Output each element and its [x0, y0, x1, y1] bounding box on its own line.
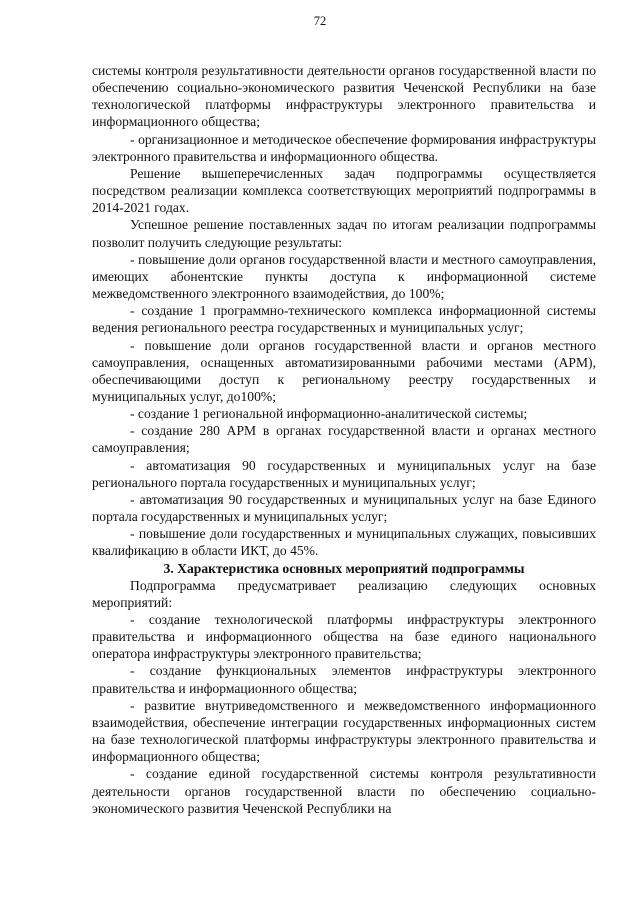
paragraph: - создание единой государственной системы контроля результативности деятельности органов государственной власти по обеспечению социально-экономического развития Чеченской Республики на	[92, 766, 596, 816]
page-number: 72	[313, 14, 327, 28]
paragraph: - автоматизация 90 государственных и муниципальных услуг на базе регионального портала государственных и муниципальных услуг;	[92, 457, 596, 490]
paragraph: - повышение доли государственных и муниципальных служащих, повысивших квалификацию в области ИКТ, до 45%.	[92, 526, 596, 559]
paragraph: - автоматизация 90 государственных и муниципальных услуг на базе Единого портала государственных и муниципальных услуг;	[92, 491, 596, 525]
paragraph: - создание 1 программно-технического комплекса информационной системы ведения регионального реестра государственных и муниципальных услуг;	[92, 303, 596, 336]
paragraphs-top	[92, 62, 596, 560]
paragraph: - организационное и методическое обеспечение формирования инфраструктуры электронного правительства и информационного общества.	[92, 131, 596, 164]
document-body	[92, 62, 596, 817]
section-heading: 3. Характеристика основных мероприятий подпрограммы	[163, 560, 525, 576]
paragraph: Подпрограмма предусматривает реализацию следующих основных мероприятий:	[92, 577, 596, 610]
paragraph: Успешное решение поставленных задач по итогам реализации подпрограммы позволит получить следующие результаты:	[92, 217, 596, 250]
paragraph: - повышение доли органов государственной власти и местного самоуправления, имеющих абонентские пункты доступа к информационной системе межведомственного электронного взаимодействия, до 100%;	[92, 251, 596, 302]
paragraph: - создание технологической платформы инфраструктуры электронного правительства и информационного общества на базе единого национального оператора инфраструктуры электронного правительства;	[92, 612, 596, 662]
paragraph: - повышение доли органов государственной власти и органов местного самоуправления, оснащенных автоматизированными рабочими местами (АРМ), обеспечивающими доступ к региональному реестру государственных и муниципальных услуг, до100%;	[92, 337, 596, 404]
paragraph: системы контроля результативности деятельности органов государственной власти по обеспечению социально-экономического развития Чеченской Республики на базе технологической платформы инфраструктуры электронного правительства и информационного общества;	[92, 63, 596, 130]
paragraph: Решение вышеперечисленных задач подпрограммы осуществляется посредством реализации комплекса соответствующих мероприятий подпрограммы в 2014-2021 годах.	[92, 165, 596, 216]
paragraph: - создание функциональных элементов инфраструктуры электронного правительства и информационного общества;	[92, 663, 596, 696]
paragraphs-bottom	[92, 577, 596, 817]
paragraph: - создание 280 АРМ в органах государственной власти и органах местного самоуправления;	[92, 423, 596, 456]
paragraph: - создание 1 региональной информационно-аналитической системы;	[130, 406, 528, 422]
paragraph: - развитие внутриведомственного и межведомственного информационного взаимодействия, обеспечение интеграции государственных информационных систем на базе технологической платформы инфраструктуры электронного правительства и информационного общества;	[92, 697, 596, 765]
